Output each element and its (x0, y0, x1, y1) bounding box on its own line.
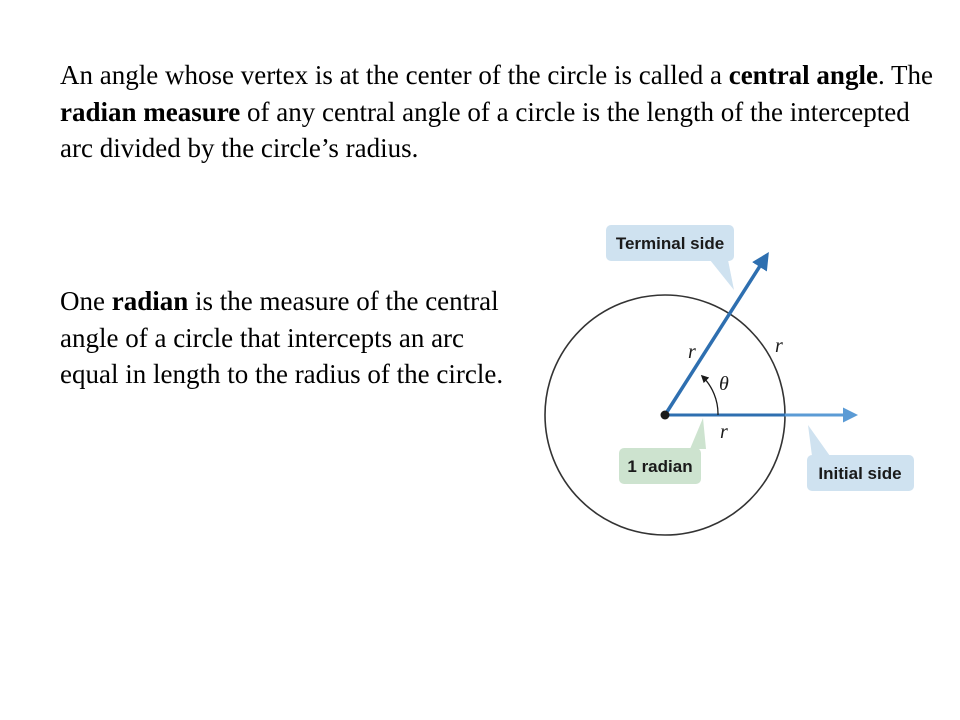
one-radian-label: 1 radian (627, 457, 693, 476)
radian-text-1: One (60, 286, 112, 316)
initial-side-callout (807, 425, 914, 491)
central-angle-term: central angle (728, 60, 878, 90)
definition-text-1: An angle whose vertex is at the center of the circle is called a (60, 60, 729, 90)
definition-text-3: of any central angle of a circle is the length of the intercepted arc divided by the circle’s radius. (60, 96, 910, 163)
radian-measure-term: radian measure (60, 96, 241, 127)
theta-symbol: θ (719, 373, 729, 395)
radian-diagram (530, 215, 930, 545)
one-radian-callout (619, 418, 706, 484)
terminal-side-label: Terminal side (615, 234, 725, 253)
initial-side-label: Initial side (818, 464, 902, 483)
radian-text-2: is the measure of the central angle of a circle that intercepts an arc equal in length to the radius of the circle. (60, 286, 504, 389)
radius-symbol-initial: r (720, 421, 728, 443)
radius-symbol-terminal: r (688, 341, 696, 363)
terminal-side-ray (665, 255, 767, 415)
angle-arc (702, 376, 718, 415)
one-radian-definition (60, 283, 520, 393)
vertex-dot (661, 411, 670, 420)
radius-symbol-arc: r (775, 335, 783, 357)
terminal-side-callout (606, 225, 734, 290)
central-angle-definition (60, 57, 940, 167)
definition-text-2: . The (877, 60, 933, 90)
radian-term: radian (111, 286, 189, 316)
